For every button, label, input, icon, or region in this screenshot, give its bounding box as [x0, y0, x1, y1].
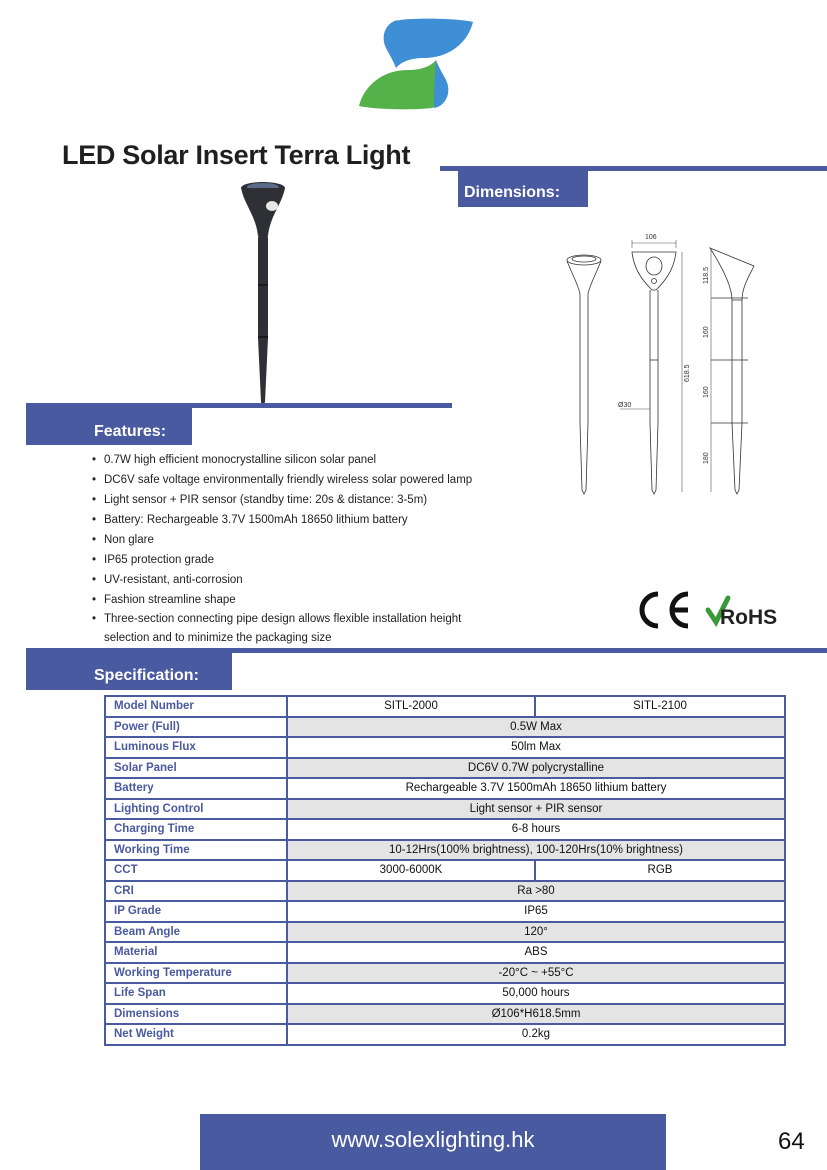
table-row: [105, 983, 785, 1004]
table-row: [105, 758, 785, 779]
spec-value: 50lm Max: [287, 737, 785, 758]
drawing-seg3-label: 180: [703, 452, 710, 464]
feature-item: • Fashion streamline shape: [92, 590, 562, 610]
spec-label: Model Number: [105, 696, 287, 717]
spec-label: Battery: [105, 778, 287, 799]
spec-label: Charging Time: [105, 819, 287, 840]
feature-item: • UV-resistant, anti-corrosion: [92, 570, 562, 590]
spec-label: IP Grade: [105, 901, 287, 922]
table-row: [105, 881, 785, 902]
table-row: [105, 840, 785, 861]
spec-value: Rechargeable 3.7V 1500mAh 18650 lithium battery: [287, 778, 785, 799]
table-row: [105, 778, 785, 799]
table-row: [105, 860, 785, 881]
spec-value: 120°: [287, 922, 785, 943]
spec-label: Working Time: [105, 840, 287, 861]
drawing-total-label: 618.5: [684, 364, 691, 382]
table-row: [105, 799, 785, 820]
spec-value: Ø106*H618.5mm: [287, 1004, 785, 1025]
features-heading: [26, 403, 192, 445]
drawing-width-label: 106: [645, 234, 657, 241]
spec-value: -20°C ~ +55°C: [287, 963, 785, 984]
page-number: 64: [778, 1128, 805, 1155]
solex-logo-icon: [358, 18, 474, 110]
rohs-mark-icon: [708, 598, 777, 629]
rohs-label: RoHS: [720, 606, 778, 629]
features-list: [92, 450, 562, 648]
feature-item: • IP65 protection grade: [92, 550, 562, 570]
table-row: [105, 1024, 785, 1045]
spec-value: ABS: [287, 942, 785, 963]
feature-item: • DC6V safe voltage environmentally friendly wireless solar powered lamp: [92, 470, 562, 490]
spec-label: Power (Full): [105, 717, 287, 738]
feature-item: • 0.7W high efficient monocrystalline silicon solar panel: [92, 450, 562, 470]
spec-label: Material: [105, 942, 287, 963]
spec-value: 10-12Hrs(100% brightness), 100-120Hrs(10% brightness): [287, 840, 785, 861]
table-row: [105, 942, 785, 963]
dimension-drawing: [548, 228, 810, 500]
spec-value-cct-b: RGB: [535, 860, 785, 881]
spec-value: 0.5W Max: [287, 717, 785, 738]
feature-item: • Light sensor + PIR sensor (standby time: 20s & distance: 3-5m): [92, 490, 562, 510]
spec-label: Dimensions: [105, 1004, 287, 1025]
specification-heading: [26, 648, 232, 690]
product-image: [232, 176, 294, 408]
table-row: [105, 819, 785, 840]
spec-label: Lighting Control: [105, 799, 287, 820]
spec-value: 0.2kg: [287, 1024, 785, 1045]
spec-label: CCT: [105, 860, 287, 881]
footer-website-link[interactable]: www.solexlighting.hk: [331, 1127, 535, 1152]
drawing-seg2-label: 160: [703, 386, 710, 398]
feature-item: • Three-section connecting pipe design allows flexible installation height selection and to minimize the packaging size: [92, 610, 474, 648]
spec-value-model-a: SITL-2000: [287, 696, 535, 717]
dimensions-heading-text: Dimensions:: [464, 184, 561, 201]
spec-value: IP65: [287, 901, 785, 922]
spec-label: Life Span: [105, 983, 287, 1004]
spec-value-cct-a: 3000-6000K: [287, 860, 535, 881]
table-row: [105, 901, 785, 922]
feature-item: • Non glare: [92, 530, 562, 550]
spec-value: Light sensor + PIR sensor: [287, 799, 785, 820]
spec-label: CRI: [105, 881, 287, 902]
spec-value-model-b: SITL-2100: [535, 696, 785, 717]
spec-label: Luminous Flux: [105, 737, 287, 758]
specification-table: [104, 695, 786, 1046]
specification-heading-text: Specification:: [94, 667, 199, 684]
spec-value: Ra >80: [287, 881, 785, 902]
spec-value: 6-8 hours: [287, 819, 785, 840]
ce-mark-icon: [642, 594, 688, 626]
table-row: [105, 922, 785, 943]
spec-value: DC6V 0.7W polycrystalline: [287, 758, 785, 779]
spec-label: Beam Angle: [105, 922, 287, 943]
drawing-head-label: 118.5: [703, 267, 710, 284]
feature-item: • Battery: Rechargeable 3.7V 1500mAh 18650 lithium battery: [92, 510, 562, 530]
drawing-seg1-label: 160: [703, 326, 710, 338]
table-row: [105, 717, 785, 738]
spec-label: Working Temperature: [105, 963, 287, 984]
spec-label: Solar Panel: [105, 758, 287, 779]
page-title: LED Solar Insert Terra Light: [62, 140, 411, 170]
certification-marks: [632, 588, 794, 632]
drawing-diameter-label: Ø30: [618, 402, 632, 409]
table-row: [105, 1004, 785, 1025]
table-row: [105, 696, 785, 717]
dimensions-heading: [458, 171, 588, 207]
spec-label: Net Weight: [105, 1024, 287, 1045]
table-row: [105, 963, 785, 984]
features-heading-text: Features:: [94, 423, 167, 440]
table-row: [105, 737, 785, 758]
spec-value: 50,000 hours: [287, 983, 785, 1004]
